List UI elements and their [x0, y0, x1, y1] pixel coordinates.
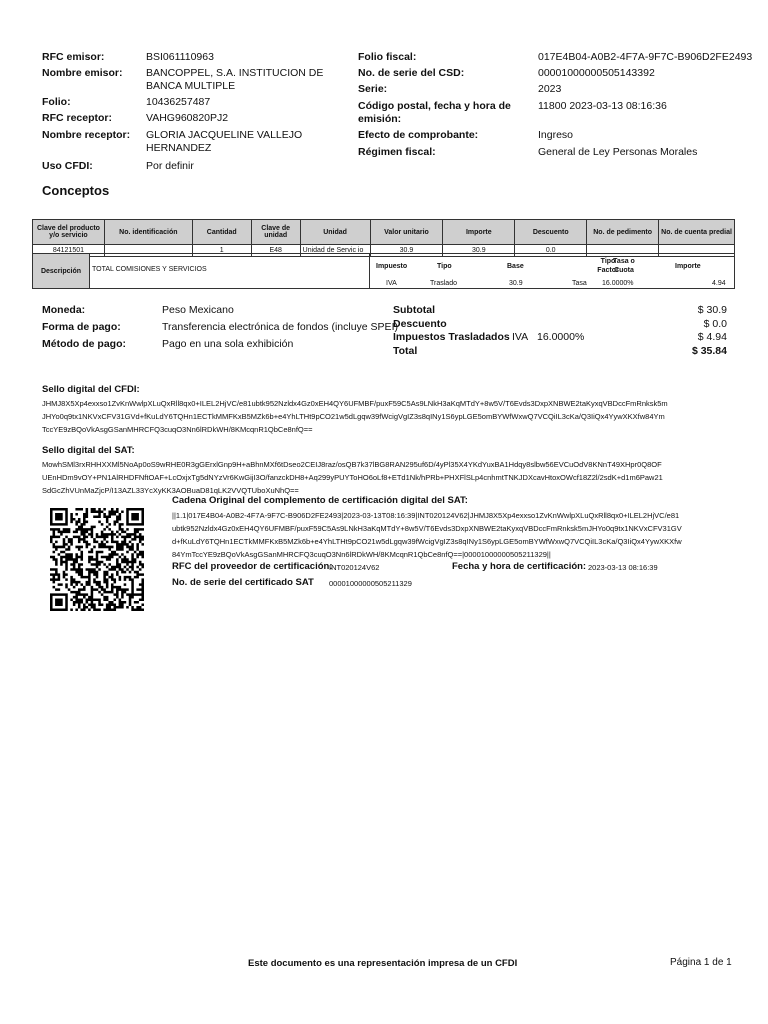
- forma-pago-label: Forma de pago:: [42, 321, 121, 333]
- sello-sat-line: UEnHDm9vOY+PN1AlRHDFNftOAF+LcOxjxTg5dNYzVr6KwGijI3O/fanzckDH8+Aq299yPUYToHO6oLf8+ETd1Nk/hPRb+PHXFlSLp4cnhmtTNKJDXcavHtoxOWcf18Z2l/2sdK+d1m6Paw21: [42, 473, 663, 482]
- metodo-pago-label: Método de pago:: [42, 338, 126, 350]
- cell-descuento: 0.0: [515, 245, 587, 257]
- nombre-receptor-label: Nombre receptor:: [42, 129, 131, 141]
- total-value: $ 35.84: [691, 345, 727, 357]
- cadena-line: 84YmTccYE9zBQoVkAsgGSanMHRCFQ3cuqO3Nn6lRDkWH/8KMcqnR1QbCe8nfQ==|00001000000505211329||: [172, 550, 551, 559]
- qr-modules: [50, 508, 144, 611]
- efecto-value: Ingreso: [538, 129, 574, 141]
- total-label: Total: [393, 345, 418, 357]
- sello-sat-text: [42, 458, 736, 497]
- nombre-receptor-value: GLORIA JACQUELINE VALLEJO HERNANDEZ: [146, 129, 303, 154]
- sello-sat-line: MowhSMl3rxRHHXXMl5NoAp0oS9wRHE0R3gGErxlGnp9H+aBhnMXf6tDseo2CEIJ8raz/osQB7k37lBG8RAN295uf6D/4yPl35X4YKdYuxBA1Hdqy8slbw56EVCuOdV8KNnT49XHpr0Q8OF: [42, 460, 662, 469]
- descripcion-label: Descripción: [33, 254, 90, 288]
- sello-cfdi-line: JHMJ8X5Xp4exxso1ZvKnWwlpXLuQxRll8qx0+ILEL2HjVC/e81ubtk952Nzldx4Gz0xEH4QY6UFMBF/puxF59C5As9LNkH3aKqMTdY+8w5V/T6Evds3DxpXNBWE2taKyxqVBDccFmRnksk5m: [42, 399, 668, 408]
- folio-value: 10436257487: [146, 96, 211, 108]
- cadena-text: [172, 509, 738, 561]
- rfc-proveedor-label: RFC del proveedor de certificación:: [172, 561, 333, 572]
- tax-header-importe: Importe: [675, 263, 701, 270]
- serie-label: Serie:: [358, 83, 388, 95]
- descuento-label: Descuento: [393, 318, 447, 330]
- col-no-pedimento: No. de pedimento: [587, 220, 659, 245]
- subtotal-label: Subtotal: [393, 304, 435, 316]
- rfc-receptor-label: RFC receptor:: [42, 112, 113, 124]
- sello-sat-title: Sello digital del SAT:: [42, 445, 135, 456]
- cp-fecha-label: Código postal, fecha y hora de emisión:: [358, 100, 511, 125]
- nombre-emisor-value: BANCOPPEL, S.A. INSTITUCION DE BANCA MULTIPLE: [146, 67, 324, 92]
- conceptos-header-row: [33, 220, 735, 245]
- cell-unidad: Unidad de Servic io: [300, 245, 370, 257]
- conceptos-title: Conceptos: [42, 183, 110, 198]
- efecto-label: Efecto de comprobante:: [358, 129, 479, 141]
- uso-cfdi-value: Por definir: [146, 160, 194, 172]
- serie-certificado-value: 00001000000505211329: [329, 579, 412, 588]
- conceptos-table: [32, 219, 735, 257]
- rfc-receptor-value: VAHG960820PJ2: [146, 112, 229, 124]
- fecha-certificacion-label: Fecha y hora de certificación:: [452, 561, 587, 572]
- serie-csd-value: 00001000000505143392: [538, 67, 655, 79]
- tax-cell-tipo: Traslado: [430, 280, 457, 287]
- col-clave-unidad: Clave de unidad: [251, 220, 300, 245]
- col-unidad: Unidad: [300, 220, 370, 245]
- page-number: Página 1 de 1: [670, 957, 732, 968]
- tax-header-impuesto: Impuesto: [376, 263, 408, 270]
- descripcion-box: [32, 253, 370, 289]
- rfc-proveedor-value: INT020124V62: [329, 563, 380, 572]
- tax-cell-base: 30.9: [509, 280, 523, 287]
- tax-header-base: Base: [507, 263, 524, 270]
- tax-cell-importe: 4.94: [712, 280, 726, 287]
- tax-header-tasa-cuota: Tasa o Cuota: [613, 258, 635, 274]
- folio-fiscal-value: 017E4B04-A0B2-4F7A-9F7C-B906D2FE2493: [538, 51, 753, 63]
- cp-fecha-value: 11800 2023-03-13 08:16:36: [538, 100, 667, 112]
- cell-clave-unidad: E48: [251, 245, 300, 257]
- cadena-title: Cadena Original del complemento de certificación digital del SAT:: [172, 495, 468, 506]
- cadena-line: ubtk952Nzldx4Gz0xEH4QY6UFMBF/puxF59C5As9LNkH3aKqMTdY+8w5V/T6Evds3DxpXNBWE2taKyxqVBDccFmRnksk5mJHYo0q9tx1NKVxCFV31GV: [172, 524, 682, 533]
- impuestos-tasa: 16.0000%: [537, 331, 585, 343]
- tax-header-tipo: Tipo: [437, 263, 452, 270]
- sello-sat-line: SdGcZhVUnMaZjcP/I13AZL33YcXyKK3AOBuaD81qLK2VVQTUboXuNhQ==: [42, 486, 299, 495]
- tax-header-tipo-factor: Tipo Factor: [597, 258, 619, 274]
- impuestos-value: $ 4.94: [697, 331, 727, 343]
- cell-clave-producto: 84121501: [33, 245, 105, 257]
- col-importe: Importe: [443, 220, 515, 245]
- footer-note: Este documento es una representación impresa de un CFDI: [248, 958, 518, 969]
- impuestos-label: Impuestos Trasladados: [393, 331, 510, 343]
- folio-fiscal-label: Folio fiscal:: [358, 51, 417, 63]
- tax-cell-tipo-factor: Tasa: [572, 280, 587, 287]
- subtotal-value: $ 30.9: [697, 304, 727, 316]
- rfc-emisor-value: BSI061110963: [146, 51, 214, 63]
- col-cantidad: Cantidad: [192, 220, 251, 245]
- serie-value: 2023: [538, 83, 562, 95]
- rfc-emisor-label: RFC emisor:: [42, 51, 105, 63]
- metodo-pago-value: Pago en una sola exhibición: [162, 338, 294, 350]
- tax-cell-impuesto: IVA: [386, 280, 397, 287]
- cadena-line: ||1.1|017E4B04-A0B2-4F7A-9F7C-B906D2FE2493|2023-03-13T08:16:39|INT020124V62|JHMJ8X5Xp4exxso1ZvKnWwlpXLuQxRll8qx0+ILEL2HjVC/e81: [172, 511, 680, 520]
- qr-code-icon: [50, 508, 144, 611]
- uso-cfdi-label: Uso CFDI:: [42, 160, 93, 172]
- folio-label: Folio:: [42, 96, 71, 108]
- cell-valor-unitario: 30.9: [370, 245, 443, 257]
- moneda-value: Peso Mexicano: [162, 304, 234, 316]
- col-no-identificacion: No. identificación: [104, 220, 192, 245]
- regimen-label: Régimen fiscal:: [358, 146, 436, 158]
- impuestos-tipo: IVA: [512, 331, 529, 343]
- cadena-line: d+fKuLdY6TQHn1ECTkMMFKxB5MZk6b+e4YhLTHt9pCO21w5dLgqw39fWcigVgIZ3s8qINy1S6ypLGE5omBYWfWxwQ7VCQiIL3cKa/Q3IiQx4YywXKXfw: [172, 537, 682, 546]
- descripcion-value: TOTAL COMISIONES Y SERVICIOS: [92, 266, 207, 273]
- nombre-emisor-label: Nombre emisor:: [42, 67, 123, 79]
- moneda-label: Moneda:: [42, 304, 86, 316]
- col-clave-producto: Clave del producto y/o servicio: [33, 220, 105, 245]
- descuento-value: $ 0.0: [703, 318, 727, 330]
- sello-cfdi-text: [42, 397, 736, 436]
- impuestos-box: [370, 253, 735, 289]
- forma-pago-value: Transferencia electrónica de fondos (incluye SPEI): [162, 321, 398, 333]
- fecha-certificacion-value: 2023-03-13 08:16:39: [588, 563, 658, 572]
- serie-csd-label: No. de serie del CSD:: [358, 67, 465, 79]
- cell-importe: 30.9: [443, 245, 515, 257]
- cell-cantidad: 1: [192, 245, 251, 257]
- sello-cfdi-line: TccYE9zBQoVkAsgGSanMHRCFQ3cuqO3Nn6lRDkWH/8KMcqnR1QbCe8nfQ==: [42, 425, 313, 434]
- sello-cfdi-title: Sello digital del CFDI:: [42, 384, 140, 395]
- col-descuento: Descuento: [515, 220, 587, 245]
- col-valor-unitario: Valor unitario: [370, 220, 443, 245]
- regimen-value: General de Ley Personas Morales: [538, 146, 698, 158]
- sello-cfdi-line: JHYo0q9tx1NKVxCFV31GVd+fKuLdY6TQHn1ECTkMMFKxB5MZk6b+e4YhLTHt9pCO21w5dLgqw39fWcigVgIZ3s8qINy1S6ypLGE5omBYWfWxwQ7VCQiIL3cKa/Q3IiQx4YywXKXfw84Ym: [42, 412, 665, 421]
- serie-certificado-label: No. de serie del certificado SAT: [172, 577, 314, 588]
- col-cuenta-predial: No. de cuenta predial: [659, 220, 735, 245]
- tax-cell-tasa: 16.0000%: [602, 280, 634, 287]
